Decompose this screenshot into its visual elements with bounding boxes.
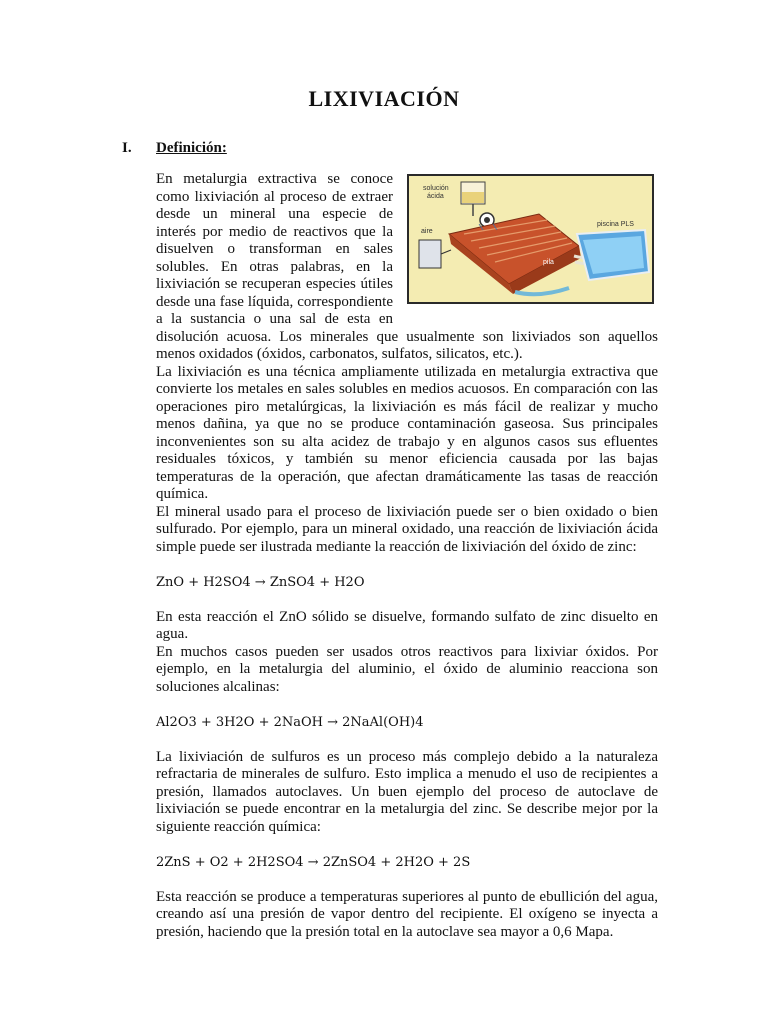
document-body bbox=[156, 171, 658, 941]
equation-zinc-oxide: ZnO + H2SO4 → ZnSO4 + H2O bbox=[156, 574, 365, 590]
paragraph-mineral: El mineral usado para el proceso de lixiviación puede ser o bien oxidado o bien sulfurado. Por ejemplo, para un mineral oxidado, una reacción de lixiviación ácida simple puede ser ilustrada mediante la reacción de lixiviación del óxido de zinc: bbox=[156, 503, 658, 555]
section-heading bbox=[122, 140, 227, 157]
paragraph-other-reagents: En muchos casos pueden ser usados otros reactivos para lixiviar óxidos. Por ejemplo, en la metalurgia del aluminio, el óxido de aluminio reacciona son soluciones alcalinas: bbox=[156, 643, 658, 695]
label-heap: pila bbox=[543, 259, 554, 266]
label-pls-pool: piscina PLS bbox=[597, 221, 634, 228]
paragraph-technique: La lixiviación es una técnica ampliamente utilizada en metalurgia extractiva que convierte los metales en sales solubles en medios acuosos. En comparación con las operaciones piro metalúrgicas, la lixiviación es más fácil de realizar y mucho menos dañina, ya que no se produce contaminación gaseosa. Sus principales inconvenientes son su alta acidez de trabajo y en algunos casos sus efluentes residuales tóxicos, y también su menor eficiencia causada por las bajas temperaturas de la operación, que afectan dramáticamente las tasas de reacción química. bbox=[156, 363, 658, 502]
runoff-stream bbox=[515, 288, 569, 294]
paragraph-autoclave: Esta reacción se produce a temperaturas superiores al punto de ebullición del agua, creando así una presión de vapor dentro del recipiente. El oxígeno se inyecta a presión, haciendo que la presión total en la autoclave sea mayor a 0,6 Mapa. bbox=[156, 888, 658, 940]
equation-aluminium: Al2O3 + 3H2O + 2NaOH → 2NaAl(OH)4 bbox=[156, 714, 424, 730]
heap-leaching-diagram bbox=[409, 176, 652, 302]
paragraph-sulfides: La lixiviación de sulfuros es un proceso más complejo debido a la naturaleza refractaria de minerales de sulfuro. Esto implica a menudo el uso de recipientes a presión, llamados autoclaves. Un buen ejemplo del proceso de autoclave de lixiviación se puede encontrar en la metalurgia del zinc. Se describe mejor por la siguiente reacción química: bbox=[156, 748, 658, 835]
section-number: I. bbox=[122, 140, 132, 156]
heap-leaching-figure bbox=[407, 174, 658, 308]
label-air: aire bbox=[421, 228, 433, 235]
document-title: LIXIVIACIÓN bbox=[308, 86, 460, 111]
label-acid-solution-2: ácida bbox=[427, 193, 444, 200]
paragraph-zno-dissolves: En esta reacción el ZnO sólido se disuelve, formando sulfato de zinc disuelto en agua. bbox=[156, 608, 658, 642]
label-acid-solution: solución bbox=[423, 185, 449, 192]
heap-leaching-illustration bbox=[407, 174, 654, 304]
air-blower-icon bbox=[419, 240, 441, 268]
acid-liquid bbox=[462, 192, 484, 203]
section-label: Definición: bbox=[156, 140, 227, 156]
equation-zinc-sulfide: 2ZnS + O2 + 2H2SO4 → 2ZnSO4 + 2H2O + 2S bbox=[156, 854, 471, 870]
paragraph-definition: En metalurgia extractiva se conoce como lixiviación al proceso de extraer desde un mineral una especie de interés por medio de reactivos que la disuelven o transforman en sales solubles. En otras palabras, en la lixiviación se recuperan especies útiles desde una fase líquida, correspondiente a la sustancia o una sal de esta en disolución acuosa. Los minerales que usualmente son lixiviados son aquellos menos oxidados (óxidos, carbonatos, sulfatos, silicatos, etc.). bbox=[156, 171, 658, 362]
